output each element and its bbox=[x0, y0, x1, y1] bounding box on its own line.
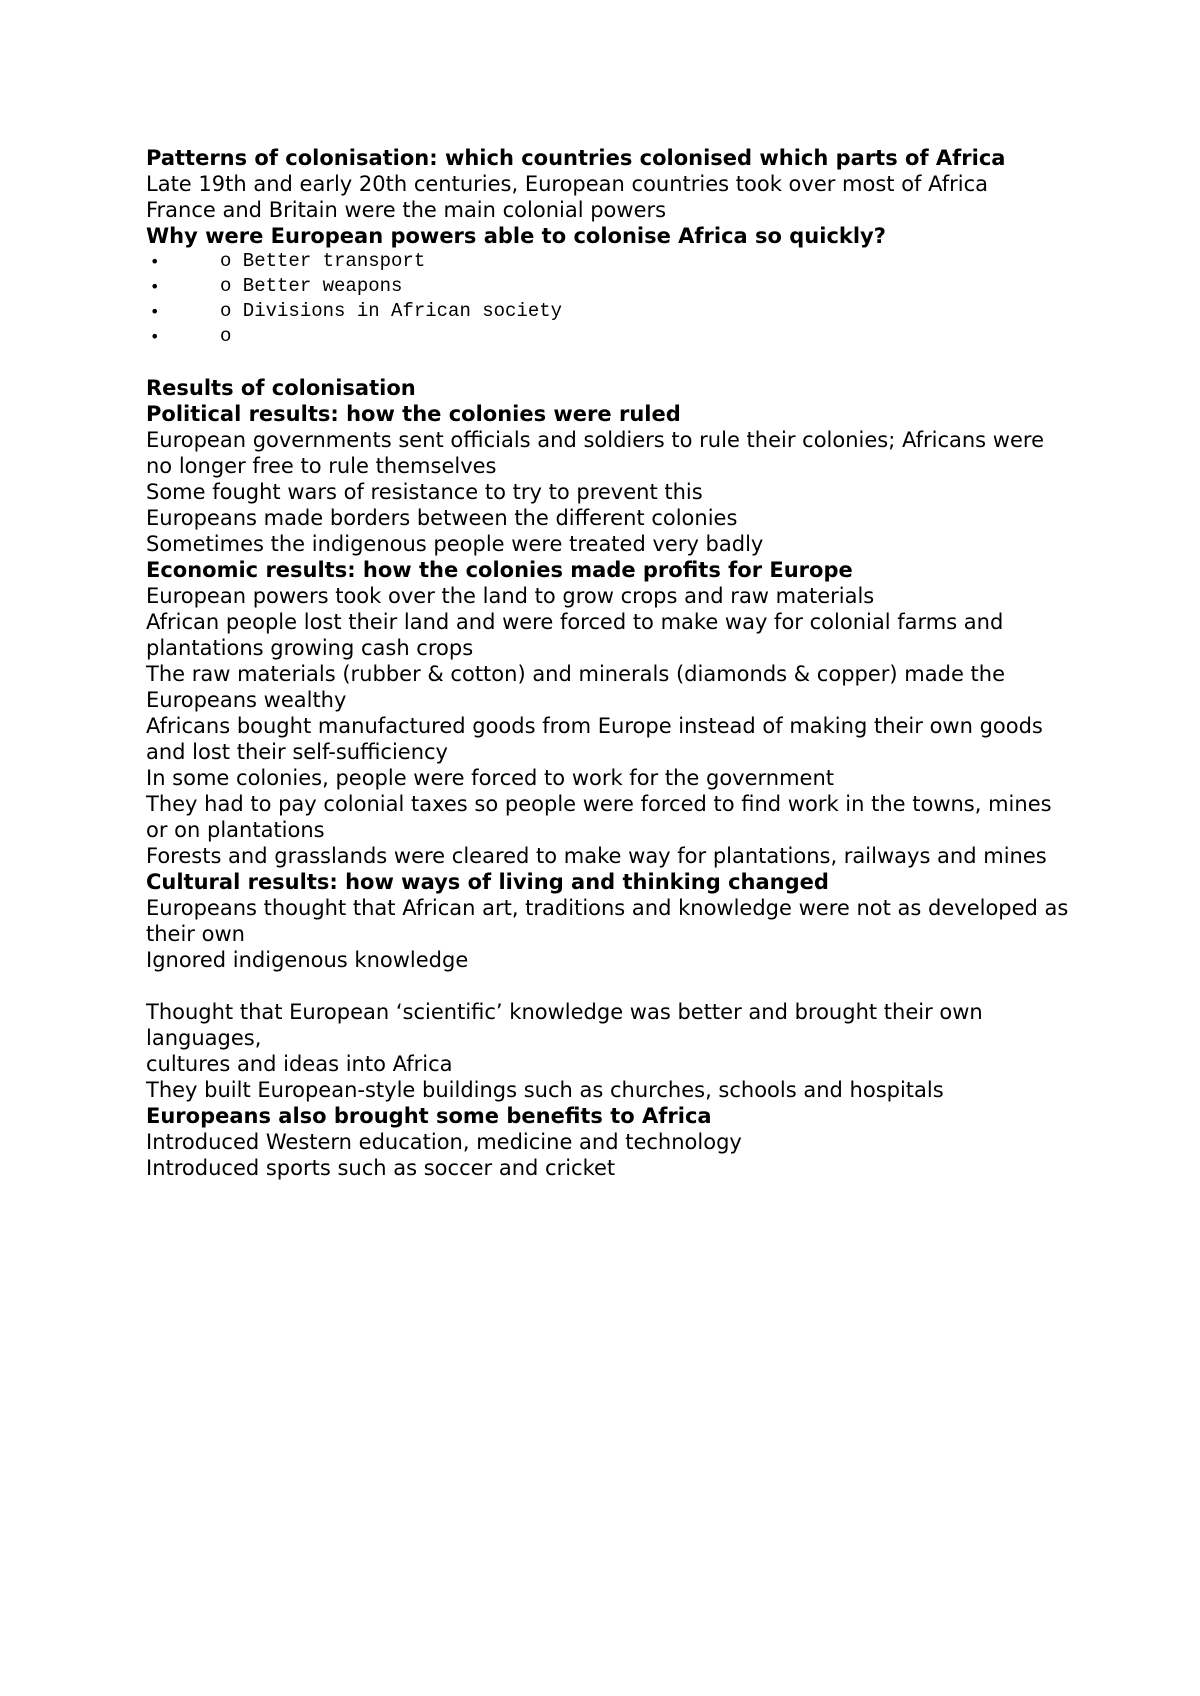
economic-line: The raw materials (rubber & cotton) and minerals (diamonds & copper) made the Europeans wealthy bbox=[146, 662, 1006, 712]
list-item bbox=[146, 324, 1076, 349]
patterns-line: Late 19th and early 20th centuries, European countries took over most of Africa bbox=[146, 172, 989, 196]
political-line: Europeans made borders between the different colonies bbox=[146, 506, 738, 530]
spacer bbox=[146, 349, 1076, 375]
bullet-icon: • bbox=[150, 327, 160, 346]
heading-results: Results of colonisation bbox=[146, 376, 416, 400]
economic-line: European powers took over the land to grow crops and raw materials bbox=[146, 584, 875, 608]
economic-line: African people lost their land and were forced to make way for colonial farms and plantations growing cash crops bbox=[146, 610, 1004, 660]
cultural-line: Thought that European ‘scientific’ knowledge was better and brought their own languages, bbox=[146, 1000, 983, 1050]
benefits-line: Introduced Western education, medicine and technology bbox=[146, 1130, 742, 1154]
political-line: Sometimes the indigenous people were treated very badly bbox=[146, 532, 764, 556]
reasons-list bbox=[146, 249, 1076, 349]
cultural-line: Europeans thought that African art, traditions and knowledge were not as developed as their own bbox=[146, 896, 1069, 946]
benefits-line: Introduced sports such as soccer and cricket bbox=[146, 1156, 616, 1180]
bullet-icon: • bbox=[150, 252, 160, 271]
bullet-icon: • bbox=[150, 277, 160, 296]
heading-cultural: Cultural results: how ways of living and thinking changed bbox=[146, 870, 829, 894]
list-item-text: o Better transport bbox=[220, 250, 426, 272]
economic-line: In some colonies, people were forced to work for the government bbox=[146, 766, 835, 790]
political-line: Some fought wars of resistance to try to prevent this bbox=[146, 480, 703, 504]
list-item bbox=[146, 249, 1076, 274]
heading-political: Political results: how the colonies were ruled bbox=[146, 402, 681, 426]
heading-why: Why were European powers able to colonise Africa so quickly? bbox=[146, 224, 886, 248]
list-item bbox=[146, 274, 1076, 299]
bullet-icon: • bbox=[150, 302, 160, 321]
economic-line: Africans bought manufactured goods from Europe instead of making their own goods and lost their self-sufficiency bbox=[146, 714, 1043, 764]
list-item-text: o Better weapons bbox=[220, 275, 403, 297]
heading-economic: Economic results: how the colonies made profits for Europe bbox=[146, 558, 853, 582]
document-body bbox=[146, 145, 1076, 1181]
list-item-text: o Divisions in African society bbox=[220, 300, 563, 322]
cultural-line: They built European-style buildings such as churches, schools and hospitals bbox=[146, 1078, 944, 1102]
spacer bbox=[146, 973, 1076, 999]
list-item-text: o bbox=[220, 325, 232, 347]
cultural-line: cultures and ideas into Africa bbox=[146, 1052, 453, 1076]
economic-line: They had to pay colonial taxes so people were forced to find work in the towns, mines or on plantations bbox=[146, 792, 1052, 842]
patterns-line: France and Britain were the main colonial powers bbox=[146, 198, 667, 222]
political-line: European governments sent officials and soldiers to rule their colonies; Africans were no longer free to rule themselves bbox=[146, 428, 1044, 478]
list-item bbox=[146, 299, 1076, 324]
heading-patterns: Patterns of colonisation: which countries colonised which parts of Africa bbox=[146, 146, 1006, 170]
heading-benefits: Europeans also brought some benefits to Africa bbox=[146, 1104, 712, 1128]
cultural-line: Ignored indigenous knowledge bbox=[146, 948, 469, 972]
economic-line: Forests and grasslands were cleared to make way for plantations, railways and mines bbox=[146, 844, 1047, 868]
